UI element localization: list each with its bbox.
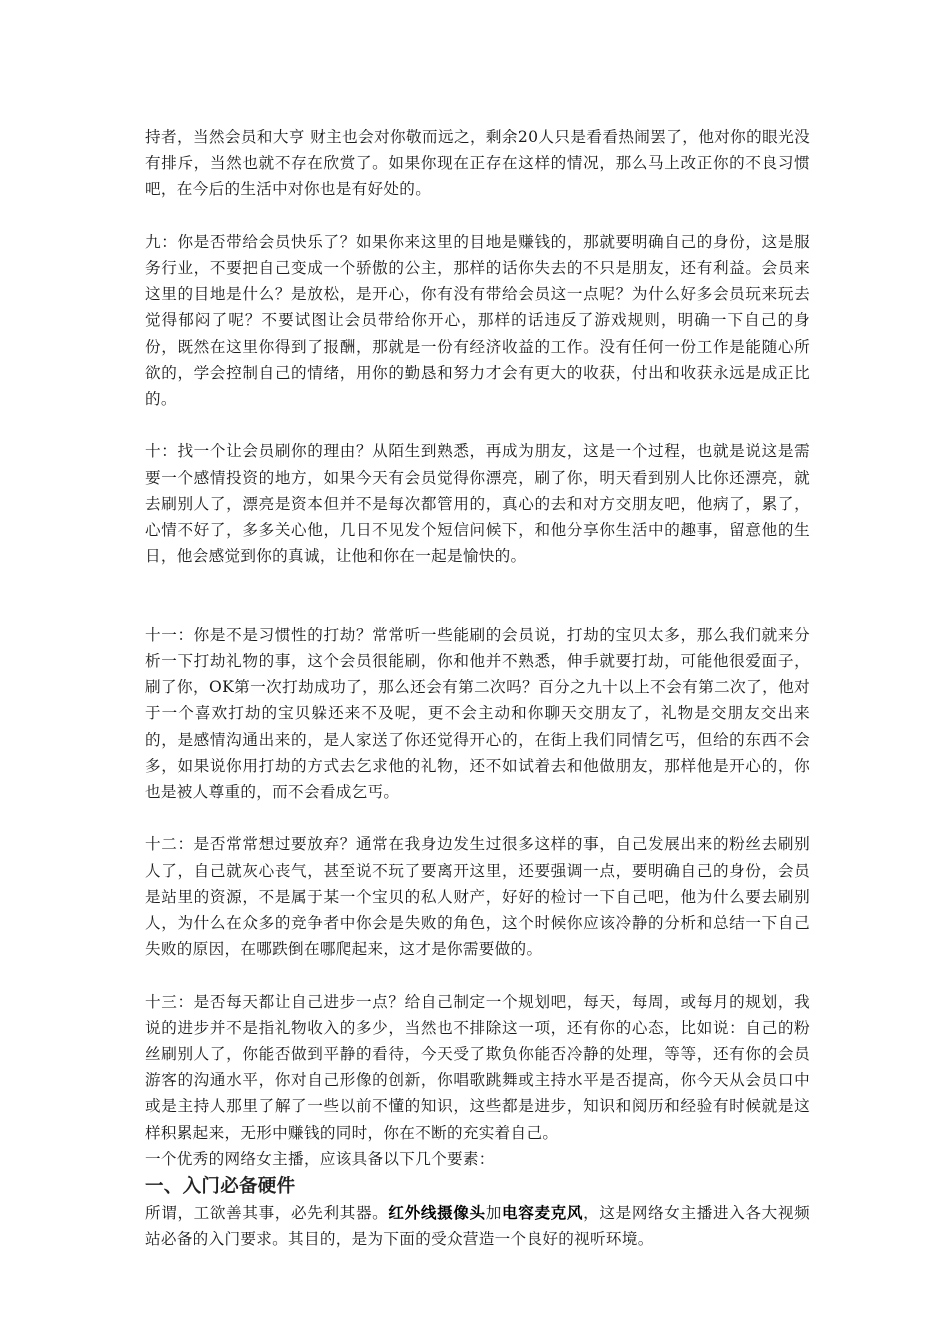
paragraph-spacer bbox=[145, 569, 810, 621]
hardware-text-part2: 加 bbox=[485, 1204, 502, 1223]
condenser-mic-term: 电容麦克风 bbox=[502, 1203, 584, 1223]
infrared-camera-term: 红外线摄像头 bbox=[388, 1203, 486, 1223]
paragraph-spacer bbox=[145, 962, 810, 988]
paragraph-spacer bbox=[145, 203, 810, 229]
document-page bbox=[145, 124, 810, 1252]
paragraph-spacer bbox=[145, 805, 810, 831]
point-thirteen-paragraph: 十三：是否每天都让自己进步一点？给自己制定一个规划吧，每天，每周，或每月的规划，我说的进步并不是指礼物收入的多少，当然也不排除这一项，还有你的心态，比如说：自己的粉丝刷别人了，你能否做到平静的看待，今天受了欺负你能否冷静的处理，等等，还有你的会员游客的沟通水平，你对自己形像的创新，你唱歌跳舞或主持水平是否提高，你今天从会员口中或是主持人那里了解了一些以前不懂的知识，这些都是进步，知识和阅历和经验有时候就是这样积累起来，无形中赚钱的同时，你在不断的充实着自己。 bbox=[145, 992, 810, 1142]
paragraph-spacer bbox=[145, 412, 810, 438]
section-heading: 一、入门必备硬件 bbox=[145, 1176, 296, 1198]
point-twelve-paragraph: 十二：是否常常想过要放弃？通常在我身边发生过很多这样的事，自己发展出来的粉丝去刷别人了，自己就灰心丧气，甚至说不玩了要离开这里，还要强调一点，要明确自己的身份，会员是站里的资源，不是属于某一个宝贝的私人财产，好好的检讨一下自己吧，他为什么要去刷别人，为什么在众多的竞争者中你会是失败的角色，这个时候你应该冷静的分析和总结一下自己失败的原因，在哪跌倒在哪爬起来，这才是你需要做的。 bbox=[145, 835, 810, 959]
point-ten-paragraph: 十：找一个让会员刷你的理由？从陌生到熟悉，再成为朋友，这是一个过程，也就是说这是需要一个感情投资的地方，如果今天有会员觉得你漂亮，刷了你，明天看到别人比你还漂亮，就去刷别人了，漂亮是资本但并不是每次都管用的，真心的去和对方交朋友吧，他病了，累了，心情不好了，多多关心他，几日不见发个短信问候下，和他分享你生活中的趣事，留意他的生日，他会感觉到你的真诚，让他和你在一起是愉快的。 bbox=[145, 442, 810, 566]
summary-line: 一个优秀的网络女主播，应该具备以下几个要素： bbox=[145, 1149, 495, 1168]
intro-paragraph: 持者，当然会员和大亨 财主也会对你敬而远之，剩余20人只是看看热闹罢了，他对你的眼光没有排斥，当然也就不存在欣赏了。如果你现在正存在这样的情况，那么马上改正你的不良习惯吧，在今后的生活中对你也是有好处的。 bbox=[145, 128, 810, 199]
point-eleven-paragraph: 十一：你是不是习惯性的打劫？常常听一些能刷的会员说，打劫的宝贝太多，那么我们就来分析一下打劫礼物的事，这个会员很能刷，你和他并不熟悉，伸手就要打劫，可能他很爱面子，刷了你，OK第一次打劫成功了，那么还会有第二次吗？百分之九十以上不会有第二次了，他对于一个喜欢打劫的宝贝躲还来不及呢，更不会主动和你聊天交朋友了，礼物是交朋友交出来的，是感情沟通出来的，是人家送了你还觉得开心的，在街上我们同情乞丐，但给的东西不会多，如果说你用打劫的方式去乞求他的礼物，还不如试着去和他做朋友，那样他是开心的，你也是被人尊重的，而不会看成乞丐。 bbox=[145, 625, 810, 802]
point-nine-paragraph: 九：你是否带给会员快乐了？如果你来这里的目地是赚钱的，那就要明确自己的身份，这是服务行业，不要把自己变成一个骄傲的公主，那样的话你失去的不只是朋友，还有利益。会员来这里的目地是什么？是放松，是开心，你有没有带给会员这一点呢？为什么好多会员玩来玩去觉得郁闷了呢？不要试图让会员带给你开心，那样的话违反了游戏规则，明确一下自己的身份，既然在这里你得到了报酬，那就是一份有经济收益的工作。没有任何一份工作是能随心所欲的，学会控制自己的情绪，用你的勤恳和努力才会有更大的收获，付出和收获永远是成正比的。 bbox=[145, 232, 810, 409]
hardware-text-part1: 所谓，工欲善其事，必先利其器。 bbox=[145, 1204, 389, 1223]
hardware-paragraph bbox=[145, 1200, 810, 1252]
hardware-text-part3: ，这是网络女主播进入各大视频站必备的入门要求。其目的，是为下面的受众营造一个良好的视听环境。 bbox=[145, 1204, 810, 1249]
